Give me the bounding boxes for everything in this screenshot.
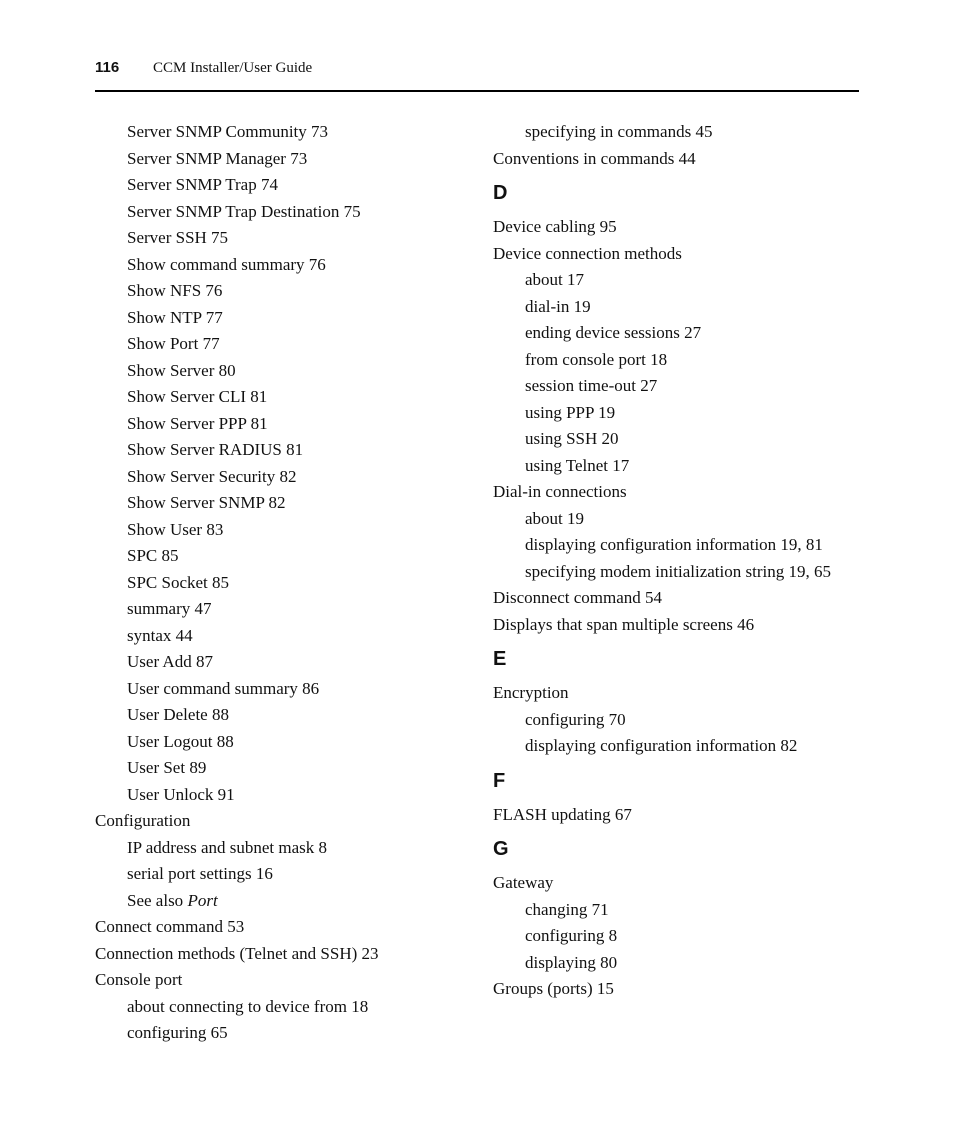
index-subentry bbox=[95, 861, 475, 888]
index-entry-text: configuring 70 bbox=[525, 709, 626, 729]
index-subentry bbox=[95, 517, 475, 544]
index-entry-text: Show Port 77 bbox=[127, 334, 220, 353]
index-section-letter: F bbox=[493, 769, 506, 792]
index-entry-text: Server SSH 75 bbox=[127, 228, 229, 247]
index-entry-text: User command summary 86 bbox=[127, 678, 320, 698]
index-subentry bbox=[95, 331, 475, 358]
index-entry-text: from console port 18 bbox=[525, 349, 668, 369]
index-entry-text: Show Server RADIUS 81 bbox=[127, 440, 304, 459]
index-entry-text: Groups (ports) 15 bbox=[493, 979, 614, 998]
index-subentry bbox=[95, 305, 475, 332]
index-subentry bbox=[95, 676, 475, 703]
index-entry-text: specifying modem initialization string 19, 65 bbox=[525, 561, 831, 581]
index-subentry bbox=[493, 733, 873, 760]
index-entry-text: session time-out 27 bbox=[525, 376, 658, 395]
index-entry-text: dial-in 19 bbox=[525, 296, 591, 316]
index-subentry bbox=[493, 897, 873, 924]
index-entry-text: Connect command 53 bbox=[95, 917, 245, 936]
index-subentry bbox=[95, 596, 475, 623]
index-entry-text: IP address and subnet mask 8 bbox=[127, 837, 328, 857]
index-subentry bbox=[493, 707, 873, 734]
index-entry-text: Show Server CLI 81 bbox=[127, 387, 268, 406]
index-subentry bbox=[95, 543, 475, 570]
index-entry-text: Dial-in connections bbox=[493, 482, 627, 501]
index-column-left bbox=[95, 119, 475, 1047]
index-subentry bbox=[95, 490, 475, 517]
index-entry-text: about 19 bbox=[525, 508, 585, 528]
index-subentry bbox=[493, 923, 873, 950]
index-entry bbox=[493, 612, 873, 639]
index-subentry bbox=[493, 506, 873, 533]
index-subentry bbox=[95, 411, 475, 438]
index-cross-reference: Port bbox=[187, 890, 218, 910]
index-entry-text: using Telnet 17 bbox=[525, 455, 630, 475]
index-entry bbox=[493, 214, 873, 241]
index-entry-text: ending device sessions 27 bbox=[525, 323, 702, 342]
index-entry-text: See also bbox=[127, 890, 188, 910]
index-subentry bbox=[493, 320, 873, 347]
index-subentry bbox=[493, 426, 873, 453]
index-section-letter: D bbox=[493, 182, 508, 204]
index-subentry bbox=[95, 358, 475, 385]
index-subentry bbox=[95, 437, 475, 464]
index-entry-text: Show Server Security 82 bbox=[127, 466, 297, 486]
index-entry bbox=[95, 967, 475, 994]
index-entry bbox=[493, 585, 873, 612]
index-subentry bbox=[95, 225, 475, 252]
index-entry-text: Server SNMP Trap Destination 75 bbox=[127, 201, 361, 221]
index-entry-text: Connection methods (Telnet and SSH) 23 bbox=[95, 943, 379, 963]
index-entry bbox=[493, 680, 873, 707]
index-entry-text: Gateway bbox=[493, 873, 554, 892]
index-entry-text: syntax 44 bbox=[127, 625, 193, 645]
index-entry-text: displaying configuration information 19, 81 bbox=[525, 535, 823, 554]
index-section-letter: G bbox=[493, 838, 509, 860]
index-entry-text: Conventions in commands 44 bbox=[493, 148, 696, 168]
index-entry-text: about 17 bbox=[525, 270, 585, 289]
index-subentry bbox=[493, 347, 873, 374]
index-entry-text: specifying in commands 45 bbox=[525, 122, 713, 141]
index-entry-text: User Unlock 91 bbox=[127, 784, 235, 804]
index-entry-text: Configuration bbox=[95, 811, 191, 830]
index-entry-text: Device cabling 95 bbox=[493, 217, 617, 236]
index-entry-text: using PPP 19 bbox=[525, 402, 616, 422]
index-subentry bbox=[95, 119, 475, 146]
index-subentry bbox=[95, 384, 475, 411]
index-subentry bbox=[493, 559, 873, 586]
index-entry bbox=[493, 802, 873, 829]
index-subentry bbox=[95, 570, 475, 597]
index-entry-text: summary 47 bbox=[127, 599, 212, 618]
index-entry-text: User Set 89 bbox=[127, 758, 207, 777]
index-subentry bbox=[493, 294, 873, 321]
index-entry-text: Show NFS 76 bbox=[127, 281, 223, 300]
index-entry-text: displaying 80 bbox=[525, 952, 618, 972]
index-entry-text: serial port settings 16 bbox=[127, 864, 273, 883]
index-subentry bbox=[493, 373, 873, 400]
index-subentry bbox=[95, 702, 475, 729]
index-entry-text: Server SNMP Trap 74 bbox=[127, 175, 278, 194]
index-subentry bbox=[95, 252, 475, 279]
index-entry bbox=[95, 914, 475, 941]
page-header bbox=[95, 58, 859, 92]
index-subentry bbox=[95, 172, 475, 199]
index-entry-text: Encryption bbox=[493, 683, 569, 702]
index-entry bbox=[493, 241, 873, 268]
index-subentry bbox=[95, 278, 475, 305]
index-entry-text: SPC Socket 85 bbox=[127, 572, 230, 592]
index-subentry bbox=[493, 532, 873, 559]
index-subentry bbox=[493, 950, 873, 977]
index-entry-text: Show command summary 76 bbox=[127, 254, 326, 274]
index-entry-text: changing 71 bbox=[525, 899, 609, 919]
index-subentry bbox=[493, 267, 873, 294]
index-subentry bbox=[493, 400, 873, 427]
index-column-right bbox=[493, 119, 873, 1003]
index-entry-text: Show Server PPP 81 bbox=[127, 413, 268, 433]
index-subentry bbox=[493, 119, 873, 146]
index-entry-text: Displays that span multiple screens 46 bbox=[493, 614, 755, 634]
index-subentry bbox=[95, 729, 475, 756]
index-subentry bbox=[95, 146, 475, 173]
index-subentry bbox=[95, 755, 475, 782]
index-entry-text: Show Server 80 bbox=[127, 360, 236, 380]
index-entry-text: configuring 8 bbox=[525, 926, 618, 945]
index-entry bbox=[493, 479, 873, 506]
index-entry-text: Console port bbox=[95, 970, 183, 989]
index-subentry bbox=[95, 782, 475, 809]
index-entry-text: using SSH 20 bbox=[525, 429, 619, 448]
index-entry-text: User Delete 88 bbox=[127, 705, 229, 724]
index-section-letter: E bbox=[493, 648, 507, 670]
page-number: 116 bbox=[95, 59, 120, 76]
index-entry-text: Show Server SNMP 82 bbox=[127, 493, 286, 512]
index-entry bbox=[493, 870, 873, 897]
index-entry-text: Server SNMP Community 73 bbox=[127, 122, 329, 141]
index-entry-text: Server SNMP Manager 73 bbox=[127, 148, 308, 168]
index-entry bbox=[95, 808, 475, 835]
index-entry-text: displaying configuration information 82 bbox=[525, 736, 798, 755]
index-entry-text: about connecting to device from 18 bbox=[127, 996, 369, 1016]
index-entry-text: Disconnect command 54 bbox=[493, 588, 663, 607]
index-subentry bbox=[95, 994, 475, 1021]
index-entry-text: Show NTP 77 bbox=[127, 307, 223, 327]
index-entry-text: SPC 85 bbox=[127, 546, 179, 565]
index-entry bbox=[95, 941, 475, 968]
index-subentry bbox=[95, 888, 475, 915]
index-subentry bbox=[95, 199, 475, 226]
index-entry-text: FLASH updating 67 bbox=[493, 804, 632, 824]
index-entry-text: Show User 83 bbox=[127, 519, 224, 539]
index-entry-text: configuring 65 bbox=[127, 1023, 228, 1042]
index-subentry bbox=[95, 835, 475, 862]
index-subentry bbox=[95, 464, 475, 491]
index-entry bbox=[493, 146, 873, 173]
index-subentry bbox=[95, 623, 475, 650]
index-subentry bbox=[493, 453, 873, 480]
index-subentry bbox=[95, 1020, 475, 1047]
index-entry-text: User Add 87 bbox=[127, 652, 213, 671]
document-title: CCM Installer/User Guide bbox=[153, 60, 313, 76]
index-entry-text: Device connection methods bbox=[493, 243, 682, 263]
index-entry-text: User Logout 88 bbox=[127, 731, 234, 751]
index-subentry bbox=[95, 649, 475, 676]
index-entry bbox=[493, 976, 873, 1003]
